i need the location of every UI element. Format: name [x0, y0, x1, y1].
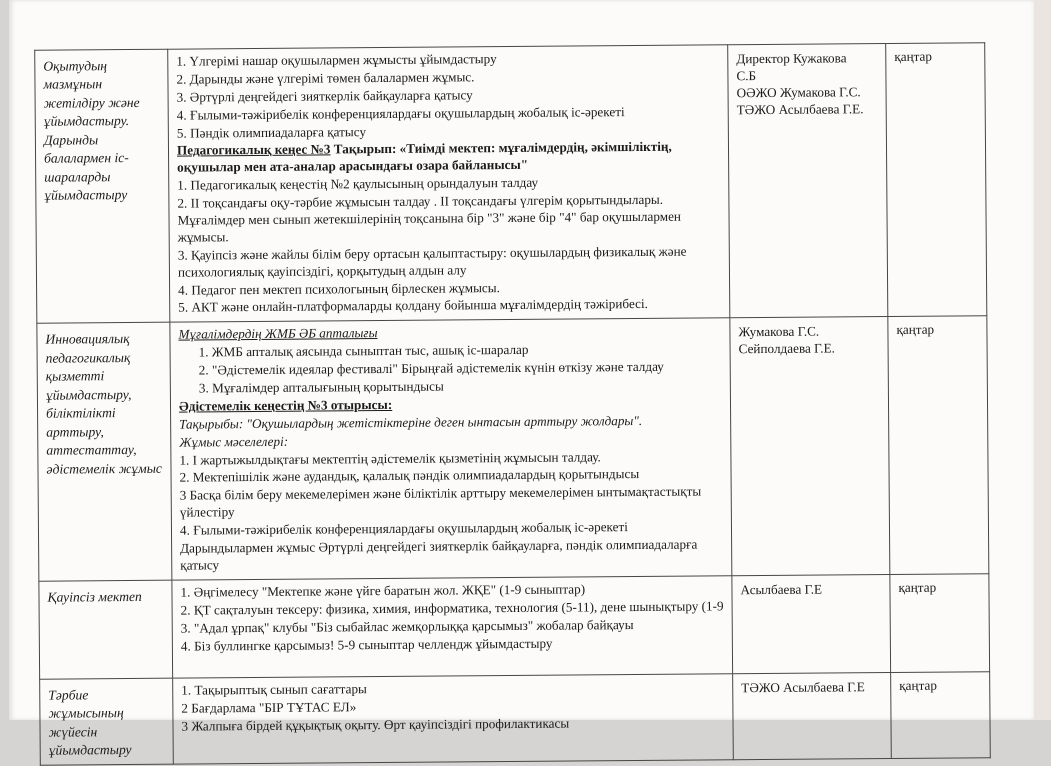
responsible-cell	[733, 672, 892, 759]
section-cell	[39, 580, 173, 679]
section-cell	[37, 323, 172, 582]
work-plan-table	[34, 42, 991, 765]
content-line: Дарындылармен жұмыс Әртүрлі деңгейдегі зияткерлік байқауларға, пәндік олимпиадаларға қатысу	[180, 536, 698, 573]
content-line: 2. Мектепішілік және аудандық, қалалық пәндік олимпиадалардың қорытындысы	[179, 466, 640, 486]
content-line: 2. II тоқсандағы оқу-тәрбие жұмысын талдау . II тоқсандағы үлгерім қорытындылары. Мұғалімдер мен сынып жетекшілерінің тоқсанына бір "3" және бір "4" бар оқушылармен жұмысы.	[177, 191, 682, 245]
section-label: Инновациялық педагогикалық қызметті ұйымдастыру, біліктілікті арттыру, аттестаттау, әдістемелік жұмыс	[45, 331, 162, 477]
section-label: Оқытудың мазмұнын жетілдіру және ұйымдастыру. Дарынды балалармен іс-шараларды ұйымдастыру	[43, 58, 140, 204]
heading-underlined-part: Педагогикалық кеңес №3	[176, 141, 331, 159]
month-cell	[886, 43, 987, 317]
responsible-line: ТӘЖО Асылбаева Г.Е	[741, 679, 865, 696]
responsible-line: Сейполдаева Г.Е.	[738, 340, 835, 357]
content-cell	[168, 45, 730, 323]
content-line: 3 Жалпыға бірдей құқықтық оқыту. Өрт қауіпсіздігі профилактикасы	[181, 715, 570, 734]
content-line: 3. Мұғалімдер апталығының қорытындысы	[198, 378, 444, 396]
content-line: 1. Үлгерімі нашар оқушылармен жұмысты ұйымдастыру	[176, 51, 497, 69]
content-line: 1. Педагогикалық кеңестің №2 қаулысының орындалуын талдау	[177, 175, 539, 193]
content-line: 4. Ғылыми-тәжірибелік конференциялардағы оқушылардың жобалық іс-әрекеті	[179, 519, 628, 538]
section-label: Тәрбие жұмысының жүйесін ұйымдастыру	[48, 687, 132, 758]
content-line: 4. Біз буллингке қарсымыз! 5-9 сыныптар челлендж ұйымдастыру	[180, 635, 553, 654]
section-label: Қауіпсіз мектеп	[47, 588, 142, 605]
responsible-line: С.Б	[736, 67, 757, 84]
responsible-cell	[732, 574, 891, 673]
content-line: 3. "Адал ұрпақ" клубы "Біз сыбайлас жемқорлыққа қарсымыз" жобалар байқауы	[180, 616, 634, 636]
content-line: 1. Тақырыптық сынып сағаттары	[181, 680, 367, 698]
content-cell	[173, 674, 734, 764]
content-line-heading: Әдістемелік кеңестің №3 отырысы:	[178, 396, 393, 414]
content-cell	[172, 576, 733, 678]
content-line: 5. Пәндік олимпиадаларға қатысу	[176, 123, 367, 141]
content-line: 5. АКТ және онлайн-платформаларды қолдану бойынша мұғалімдердің тәжірибесі.	[178, 296, 648, 316]
content-line: 2. "Әдістемелік идеялар фестивалі" Бірыңғай әдістемелік күнін өткізу және талдау	[198, 358, 664, 378]
content-line: 2. ҚТ сақталуын тексеру: физика, химия, информатика, технология (5-11), дене шынықтыру (1-9	[180, 598, 724, 618]
month-cell	[890, 574, 990, 673]
table-row	[37, 316, 989, 581]
content-line: 2 Бағдарлама "БІР ТҰТАС ЕЛ»	[181, 698, 357, 716]
responsible-line: ТӘЖО Асылбаева Г.Е.	[736, 100, 864, 117]
content-line: 3. Әртүрлі деңгейдегі зияткерлік байқауларға қатысу	[176, 87, 473, 105]
content-line: Тақырыбы: "Оқушылардың жетістіктеріне деген ынтасын арттыру жолдары".	[179, 412, 643, 432]
content-cell	[170, 318, 732, 580]
month-label: қаңтар	[894, 48, 933, 64]
section-cell	[35, 49, 170, 323]
content-line: 1. I жартыжылдықтағы мектептің әдістемелік қызметінің жұмысын талдау.	[179, 448, 601, 468]
content-line-heading	[177, 139, 720, 177]
content-line: 4. Ғылыми-тәжірибелік конференциялардағы оқушылардың жобалық іс-әрекеті	[176, 103, 625, 123]
responsible-line: Директор Кужакова	[736, 50, 847, 67]
table-row	[35, 43, 987, 324]
table-row	[40, 672, 991, 765]
heading-bold-part: Тақырып: «Тиімді мектеп: мұғалімдердің, әкімшіліктің, оқушылар мен ата-аналар арасындағы озара байланысы"	[177, 139, 672, 175]
responsible-line: Жумакова Г.С.	[738, 323, 820, 340]
content-line: 3 Басқа білім беру мекемелерімен және біліктілік арттыру мекемелерімен ынтымақтастықты үйлестіру	[179, 483, 702, 520]
month-label: қаңтар	[896, 322, 935, 338]
month-cell	[891, 672, 991, 759]
content-line-heading: Мұғалімдердің ЖМБ ӘБ апталығы	[178, 325, 378, 342]
section-cell	[40, 678, 174, 765]
content-line: 3. Қауіпсіз және жайлы білім беру ортасын қалыптастыру: оқушылардың физикалық және психологиялық қауіпсіздігі, қорқытудың алдын алу	[177, 243, 687, 280]
month-cell	[888, 316, 989, 574]
table-row	[39, 574, 990, 679]
content-line: 1. ЖМБ апталық аясында сыныптан тыс, ашық іс-шаралар	[198, 342, 529, 360]
content-line: 1. Әңгімелесу "Мектепке және үйге баратын жол. ЖҚЕ" (1-9 сыныптар)	[180, 581, 586, 600]
responsible-cell	[730, 317, 890, 576]
content-line: Жұмыс мәселелері:	[179, 433, 289, 450]
responsible-line: ОӘЖО Жумакова Г.С.	[736, 84, 861, 101]
content-line: 4. Педагог пен мектеп психологының бірлескен жұмысы.	[178, 279, 500, 298]
page-edge-right	[1034, 0, 1051, 720]
document-page	[9, 0, 1034, 758]
month-label: қаңтар	[899, 677, 937, 693]
month-label: қаңтар	[898, 579, 937, 595]
responsible-line: Асылбаева Г.Е	[740, 581, 823, 598]
content-line: 2. Дарынды және үлгерімі төмен балалармен жұмыс.	[176, 69, 475, 87]
responsible-cell	[728, 44, 888, 319]
